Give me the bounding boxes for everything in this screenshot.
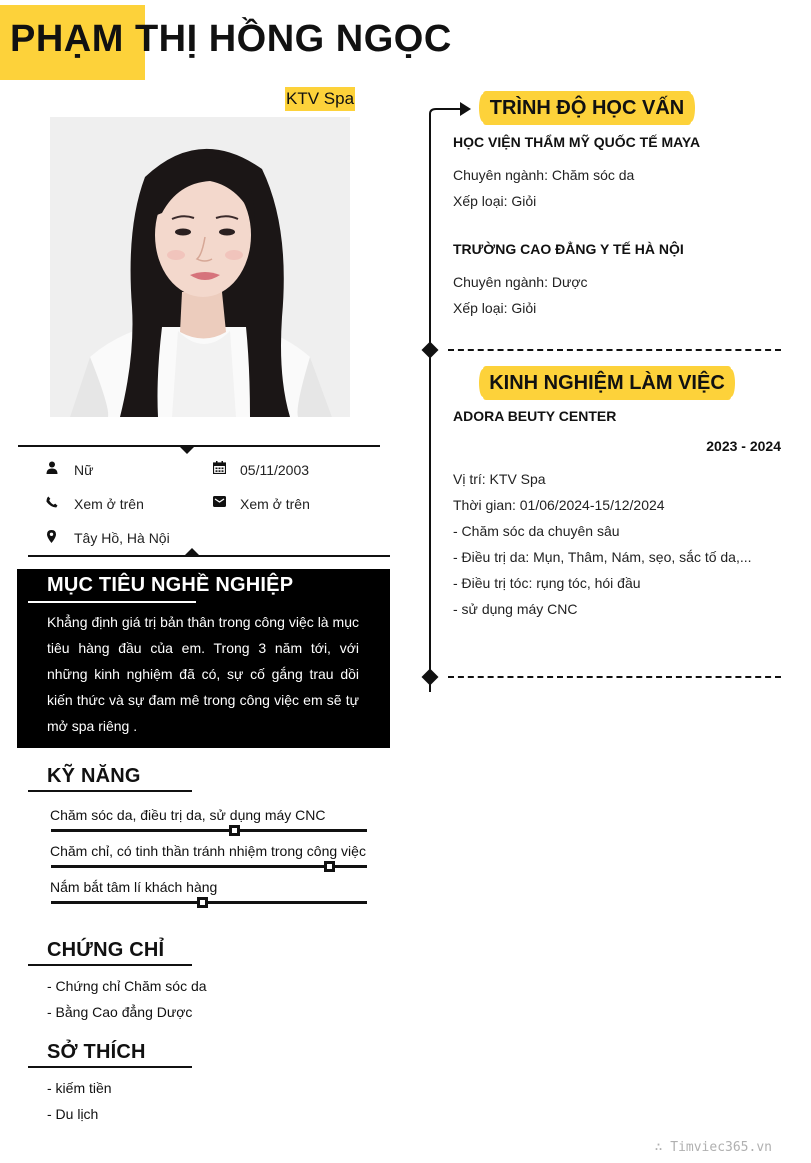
address-value: Tây Hồ, Hà Nội [74, 530, 170, 546]
phone-icon [46, 496, 58, 508]
skill-label: Chăm sóc da, điều trị da, sử dụng máy CNC [50, 807, 326, 823]
objective-text: Khẳng định giá trị bản thân trong công việc là mục tiêu hàng đầu của em. Trong 3 năm tới, với những kinh nghiệm đã có, sự cố gắng trau dồi kiến thức và sự đam mê trong công việc em sẽ tự mở spa riêng . [47, 614, 359, 734]
work-years: 2023 - 2024 [706, 438, 781, 454]
job-title: KTV Spa [285, 87, 355, 111]
skill-label: Chăm chỉ, có tinh thần tránh nhiệm trong công việc [50, 843, 366, 859]
hobbies-title: SỞ THÍCH [47, 1041, 146, 1063]
email-value[interactable]: Xem ở trên [240, 496, 310, 512]
divider-triangle-down [179, 446, 195, 454]
company-name: ADORA BEUTY CENTER [453, 408, 617, 424]
section-dashed-divider [448, 676, 781, 678]
map-pin-icon [47, 530, 56, 543]
school-major: Chuyên ngành: Chăm sóc da [453, 167, 635, 183]
work-detail-line: - Điều trị tóc: rụng tóc, hói đầu [453, 575, 641, 591]
skill-level-marker [324, 861, 335, 872]
school-name: TRƯỜNG CAO ĐẲNG Y TẾ HÀ NỘI [453, 241, 684, 257]
objective-title-underline [28, 601, 196, 603]
timeline-line [429, 118, 431, 692]
experience-title: KINH NGHIỆM LÀM VIỆC [483, 366, 731, 400]
envelope-icon [213, 496, 226, 507]
hobby-item: - kiếm tiền [47, 1080, 112, 1096]
skill-level-marker [197, 897, 208, 908]
school-name: HỌC VIỆN THẨM MỸ QUỐC TẾ MAYA [453, 134, 701, 150]
section-dashed-divider [448, 349, 781, 351]
certificate-item: - Chứng chỉ Chăm sóc da [47, 978, 207, 994]
school-grade: Xếp loại: Giỏi [453, 193, 537, 209]
objective-title: MỤC TIÊU NGHỀ NGHIỆP [47, 574, 294, 596]
timeline-arrow [427, 100, 473, 122]
contact-bottom-divider [28, 555, 390, 557]
work-detail-line: - Chăm sóc da chuyên sâu [453, 523, 620, 539]
skill-level-track [51, 829, 367, 832]
work-detail-line: - Điều trị da: Mụn, Thâm, Nám, sẹo, sắc tố da,... [453, 549, 752, 565]
skills-title: KỸ NĂNG [47, 765, 141, 787]
birthday-value: 05/11/2003 [240, 462, 310, 478]
user-icon [46, 461, 58, 474]
timeline-diamond [422, 669, 439, 686]
hobby-item: - Du lịch [47, 1106, 99, 1122]
watermark: ∴ Timviec365.vn [654, 1140, 772, 1155]
school-major: Chuyên ngành: Dược [453, 274, 588, 290]
timeline-diamond [422, 342, 439, 359]
skill-level-marker [229, 825, 240, 836]
certificates-title-underline [28, 964, 192, 966]
phone-value[interactable]: Xem ở trên [74, 496, 144, 512]
profile-photo [50, 117, 350, 417]
skill-label: Nắm bắt tâm lí khách hàng [50, 879, 218, 895]
school-grade: Xếp loại: Giỏi [453, 300, 537, 316]
work-detail-line: Thời gian: 01/06/2024-15/12/2024 [453, 497, 665, 513]
gender-value: Nữ [74, 462, 94, 478]
candidate-name: PHẠM THỊ HỒNG NGỌC [10, 18, 452, 60]
skills-title-underline [28, 790, 192, 792]
education-title: TRÌNH ĐỘ HỌC VẤN [483, 91, 691, 125]
work-detail-line: - sử dụng máy CNC [453, 601, 578, 617]
skill-level-track [51, 865, 367, 868]
calendar-icon [213, 461, 226, 474]
hobbies-title-underline [28, 1066, 192, 1068]
certificates-title: CHỨNG CHỈ [47, 939, 165, 961]
contact-top-divider [18, 445, 380, 447]
certificate-item: - Bằng Cao đẳng Dược [47, 1004, 193, 1020]
skill-level-track [51, 901, 367, 904]
work-detail-line: Vị trí: KTV Spa [453, 471, 546, 487]
